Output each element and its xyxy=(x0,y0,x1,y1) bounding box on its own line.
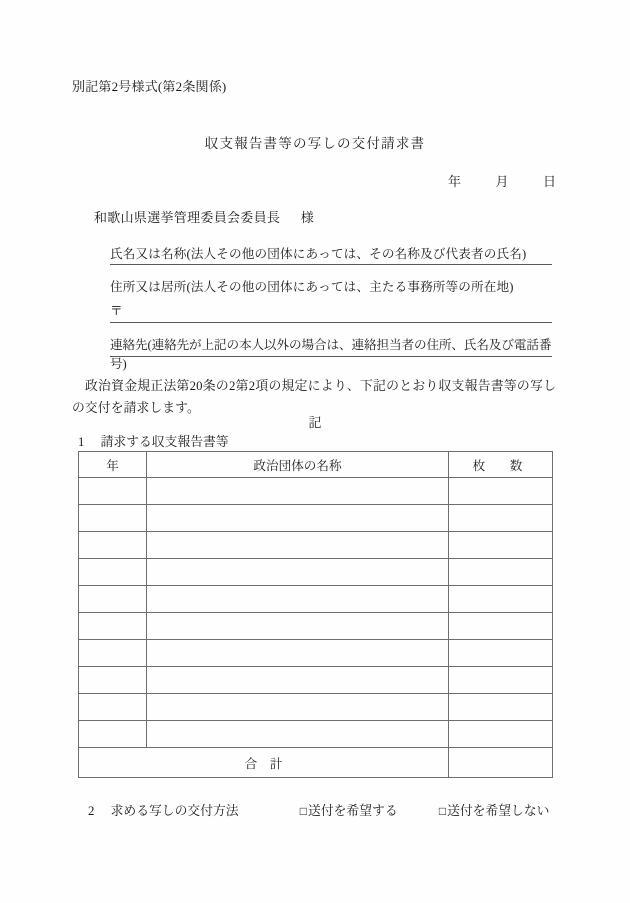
checkbox-icon[interactable]: □ xyxy=(438,804,447,818)
item2-number: 2 xyxy=(88,804,95,818)
table-row[interactable] xyxy=(79,721,553,748)
cell-organization[interactable] xyxy=(147,640,449,667)
cell-organization[interactable] xyxy=(147,559,449,586)
date-month-label: 月 xyxy=(495,174,509,189)
addressee-honorific: 様 xyxy=(300,210,315,225)
cell-organization[interactable] xyxy=(147,613,449,640)
postal-mark-icon: 〒 xyxy=(110,304,123,318)
cell-organization[interactable] xyxy=(147,586,449,613)
cell-year[interactable] xyxy=(79,559,147,586)
ki-marker: 記 xyxy=(308,415,322,430)
applicant-contact-field[interactable] xyxy=(110,334,552,371)
delivery-option-send-label: 送付を希望する xyxy=(308,804,398,818)
cell-count[interactable] xyxy=(449,532,553,559)
applicant-field-block xyxy=(110,243,552,371)
total-value[interactable] xyxy=(449,748,553,778)
applicant-postal-field[interactable] xyxy=(110,300,552,323)
cell-count[interactable] xyxy=(449,478,553,505)
table-row[interactable] xyxy=(79,559,553,586)
table-row[interactable] xyxy=(79,640,553,667)
cell-organization[interactable] xyxy=(147,505,449,532)
document-title: 収支報告書等の写しの交付請求書 xyxy=(204,136,426,151)
cell-count[interactable] xyxy=(449,613,553,640)
cell-organization[interactable] xyxy=(147,667,449,694)
cell-count[interactable] xyxy=(449,721,553,748)
applicant-name-field[interactable] xyxy=(110,243,552,265)
cell-year[interactable] xyxy=(79,721,147,748)
table-header-organization: 政治団体の名称 xyxy=(147,452,449,478)
cell-count[interactable] xyxy=(449,694,553,721)
date-year-label: 年 xyxy=(448,174,462,189)
cell-organization[interactable] xyxy=(147,532,449,559)
applicant-address-field[interactable] xyxy=(110,276,552,297)
delivery-option-send[interactable] xyxy=(300,804,401,818)
cell-year[interactable] xyxy=(79,613,147,640)
table-row[interactable] xyxy=(79,532,553,559)
date-day-label: 日 xyxy=(543,174,557,189)
report-table xyxy=(78,451,553,778)
applicant-address-label: 住所又は居所(法人その他の団体にあっては、主たる事務所等の所在地) xyxy=(110,280,514,294)
total-label: 合 計 xyxy=(79,748,449,778)
cell-year[interactable] xyxy=(79,532,147,559)
table-header-row xyxy=(79,452,553,478)
cell-count[interactable] xyxy=(449,667,553,694)
cell-count[interactable] xyxy=(449,559,553,586)
cell-organization[interactable] xyxy=(147,694,449,721)
cell-organization[interactable] xyxy=(147,721,449,748)
table-total-row xyxy=(79,748,553,778)
cell-organization[interactable] xyxy=(147,478,449,505)
cell-year[interactable] xyxy=(79,478,147,505)
request-body-paragraph: 政治資金規正法第20条の2第2項の規定により、下記のとおり収支報告書等の写しの交付を請求します。 xyxy=(72,379,556,416)
cell-count[interactable] xyxy=(449,640,553,667)
addressee-name: 和歌山県選挙管理委員会委員長 xyxy=(94,210,281,225)
cell-year[interactable] xyxy=(79,667,147,694)
form-code-label: 別記第2号様式(第2条関係) xyxy=(72,79,227,94)
cell-count[interactable] xyxy=(449,505,553,532)
table-row[interactable] xyxy=(79,586,553,613)
delivery-option-no-send[interactable] xyxy=(439,804,550,818)
item2-label: 求める写しの交付方法 xyxy=(110,804,239,818)
table-header-year: 年 xyxy=(79,452,147,478)
date-line xyxy=(448,175,556,188)
table-header-count: 枚 数 xyxy=(449,452,553,478)
applicant-contact-label: 連絡先(連絡先が上記の本人以外の場合は、連絡担当者の住所、氏名及び電話番号) xyxy=(110,338,552,371)
table-row[interactable] xyxy=(79,613,553,640)
cell-year[interactable] xyxy=(79,505,147,532)
table-row[interactable] xyxy=(79,505,553,532)
delivery-option-no-send-label: 送付を希望しない xyxy=(447,804,550,818)
table-row[interactable] xyxy=(79,478,553,505)
cell-year[interactable] xyxy=(79,694,147,721)
item2-row xyxy=(88,800,549,819)
cell-count[interactable] xyxy=(449,586,553,613)
item1-number: 1 xyxy=(78,435,85,449)
table-row[interactable] xyxy=(79,694,553,721)
applicant-name-label: 氏名又は名称(法人その他の団体にあっては、その名称及び代表者の氏名) xyxy=(110,247,527,261)
cell-year[interactable] xyxy=(79,586,147,613)
checkbox-icon[interactable]: □ xyxy=(299,804,308,818)
table-row[interactable] xyxy=(79,667,553,694)
addressee-line xyxy=(94,211,314,224)
item1-heading xyxy=(78,436,229,449)
item1-label: 請求する収支報告書等 xyxy=(100,435,229,449)
cell-year[interactable] xyxy=(79,640,147,667)
